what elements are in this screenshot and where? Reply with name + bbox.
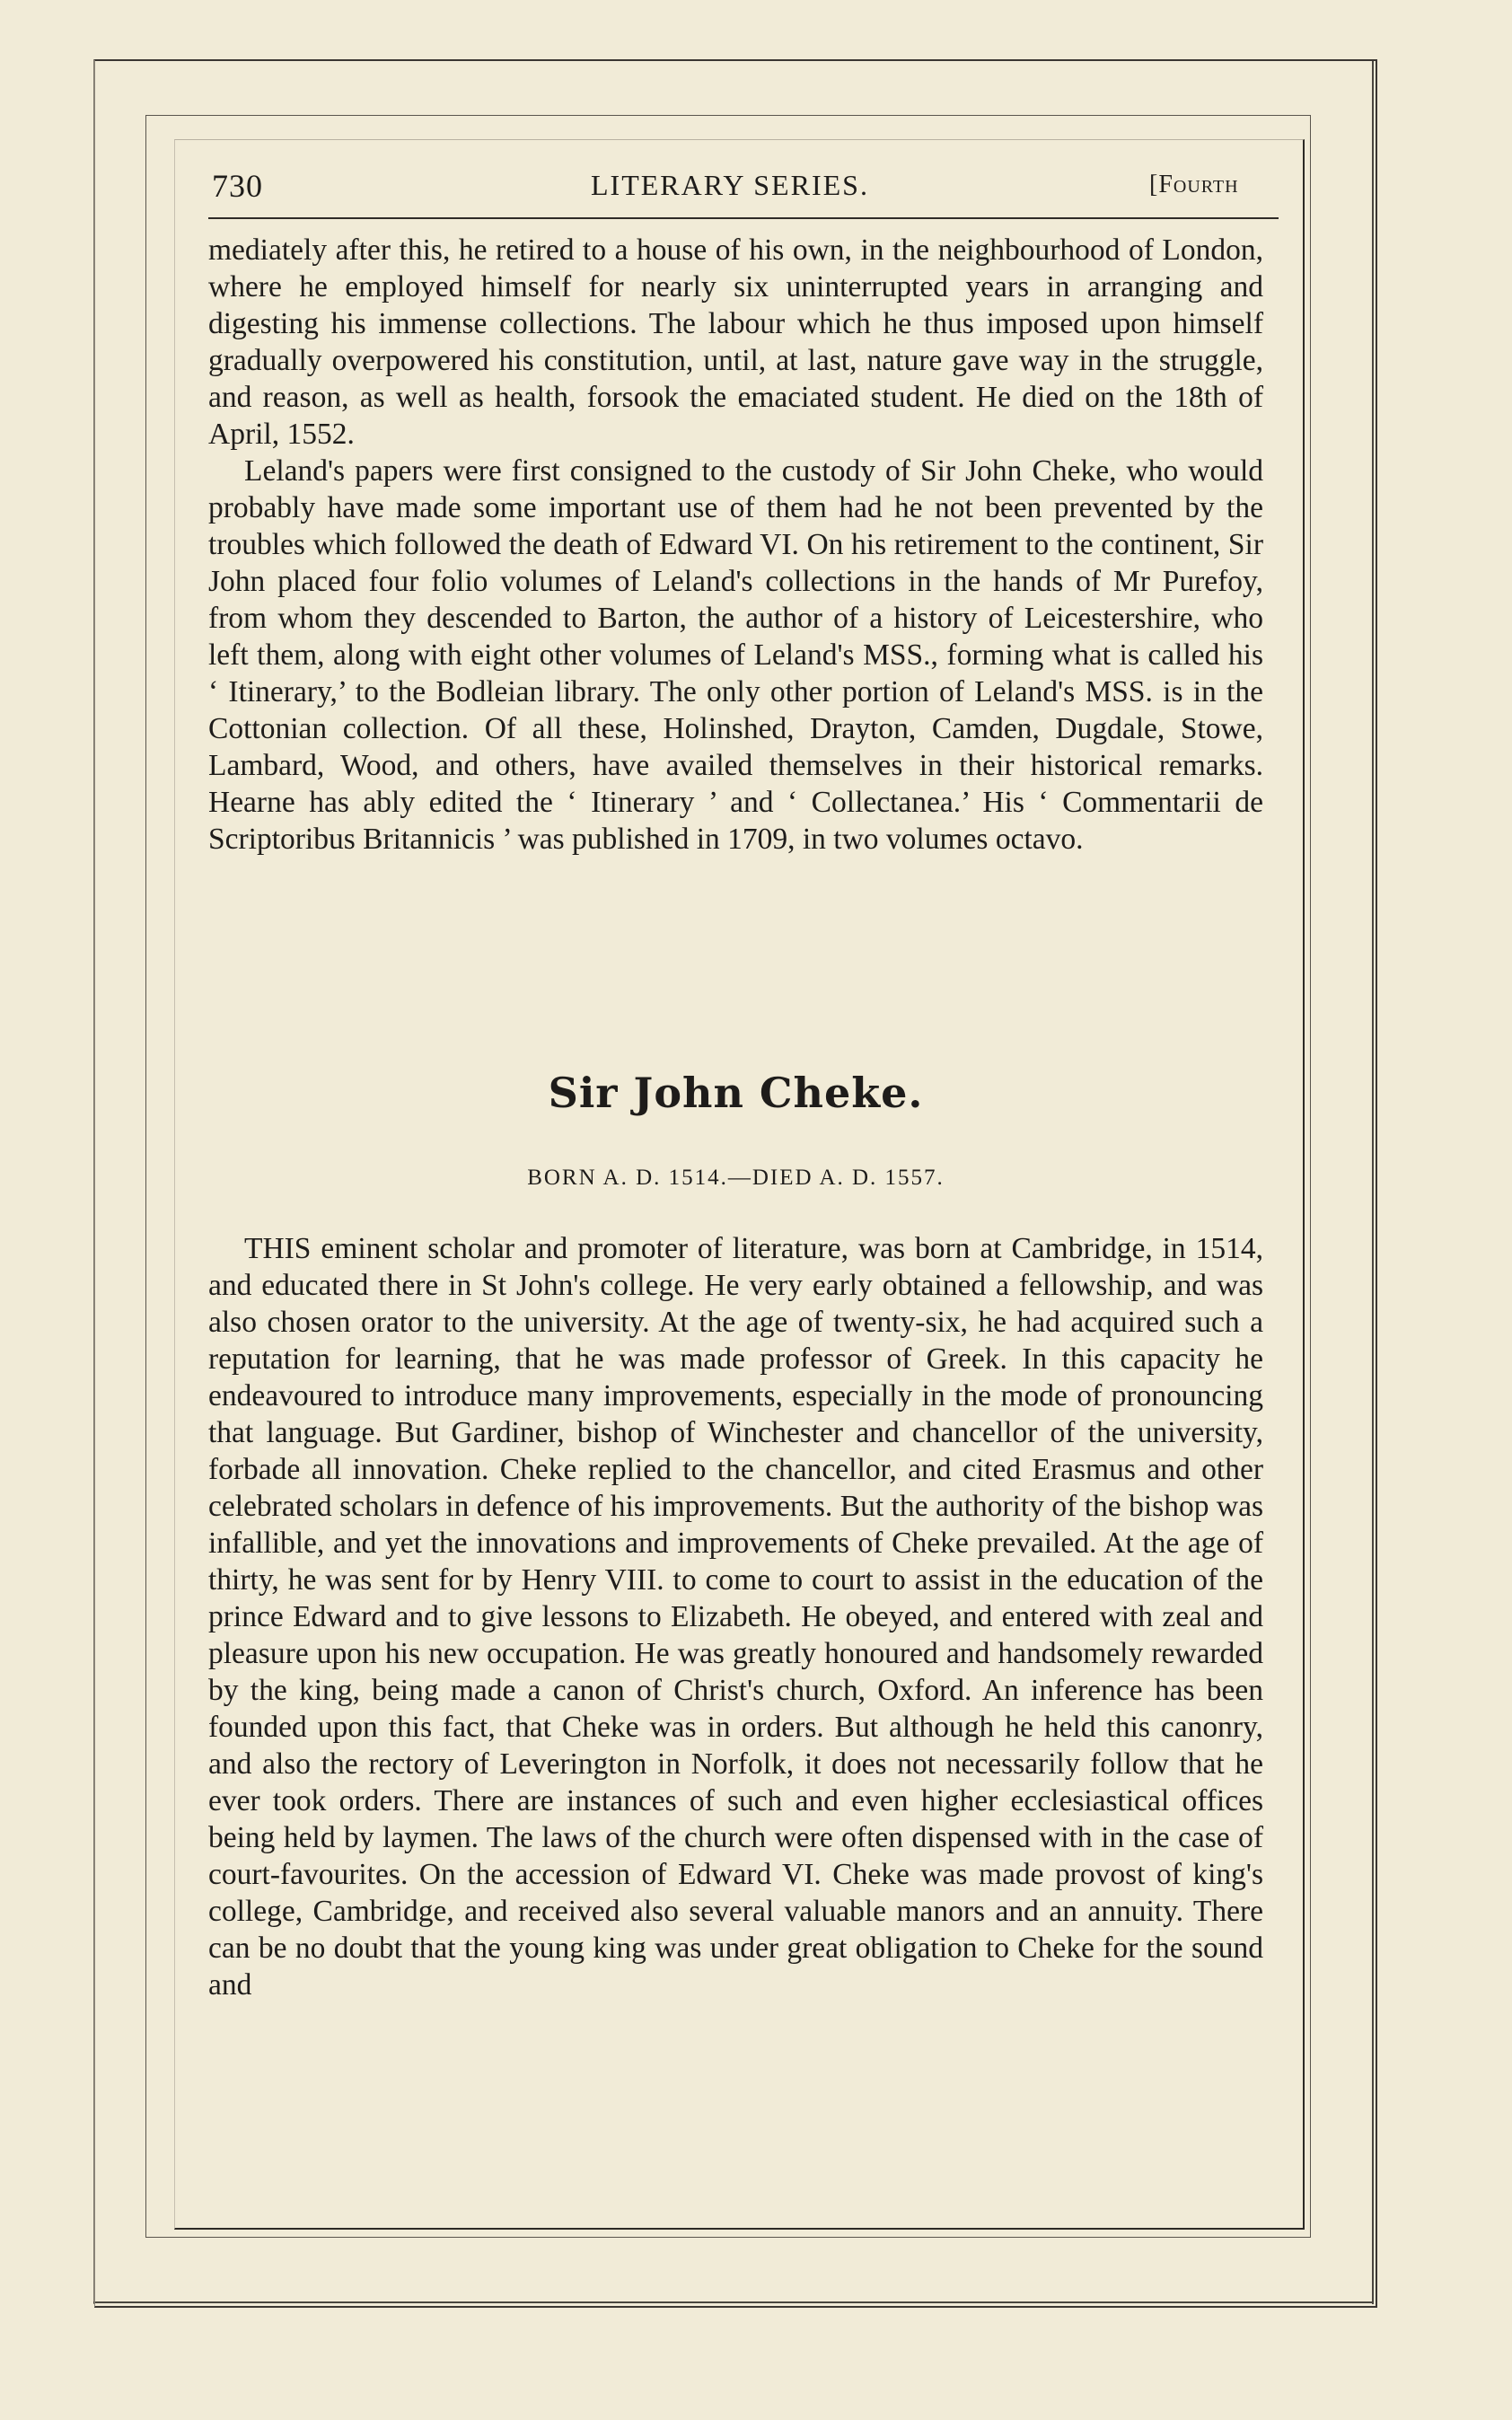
paragraph [208, 1230, 1263, 2003]
paragraph: Leland's papers were first consigned to the custody of Sir John Cheke, who would probably have made some important use of them had he not been prevented by the troubles which followed the death of Edward VI. On his retirement to the continent, Sir John placed four folio volumes of Leland's collections in the hands of Mr Purefoy, from whom they descended to Barton, the author of a history of Leicestershire, who left them, along with eight other volumes of Leland's MSS., forming what is called his ‘ Itinerary,’ to the Bodleian library. The only other portion of Leland's MSS. is in the Cottonian collection. Of all these, Holinshed, Drayton, Camden, Dugdale, Stowe, Lambard, Wood, and others, have availed themselves in their historical remarks. Hearne has ably edited the ‘ Itinerary ’ and ‘ Collectanea.’ His ‘ Commentarii de Scriptoribus Britannicis ’ was published in 1709, in two volumes octavo. [208, 454, 1263, 856]
running-section: [Fourth [1149, 171, 1239, 198]
leland-continuation [208, 232, 1263, 858]
life-dates: BORN A. D. 1514.—DIED A. D. 1557. [527, 1166, 945, 1190]
running-header [208, 167, 1286, 210]
section-heading: Sir John Cheke. [548, 1069, 924, 1117]
opening-word: THIS [244, 1232, 312, 1265]
cheke-biography [208, 1230, 1263, 2003]
paragraph-text: eminent scholar and promoter of literature, was born at Cambridge, in 1514, and educated there in St John's college. He very early obtained a fellowship, and was also chosen orator to the university. At the age of twenty-six, he had acquired such a reputation for learning, that he was made professor of Greek. In this capacity he endeavoured to introduce many improvements, especially in the mode of pronouncing that language. But Gardiner, bishop of Winchester and chancellor of the university, forbade all innovation. Cheke replied to the chancellor, and cited Erasmus and other celebrated scholars in defence of his improvements. But the authority of the bishop was infallible, and yet the innovations and improvements of Cheke prevailed. At the age of thirty, he was sent for by Henry VIII. to come to court to assist in the education of the prince Edward and to give lessons to Elizabeth. He obeyed, and entered with zeal and pleasure upon his new occupation. He was greatly honoured and handsomely rewarded by the king, being made a canon of Christ's church, Oxford. An inference has been founded upon this fact, that Cheke was in orders. But although he held this canonry, and also the rectory of Leverington in Norfolk, it does not necessarily follow that he ever took orders. There are instances of such and even higher ecclesiastical offices being held by laymen. The laws of the church were often dispensed with in the case of court-favourites. On the accession of Edward VI. Cheke was made provost of king's college, Cambridge, and received also several valuable manors and an annuity. There can be no doubt that the young king was under great obligation to Cheke for the sound and [208, 1232, 1263, 2002]
header-rule [208, 217, 1279, 219]
running-title: LITERARY SERIES. [591, 169, 869, 201]
page-number: 730 [212, 168, 263, 204]
paragraph: mediately after this, he retired to a house of his own, in the neighbourhood of London, where he employed himself for nearly six uninterrupted years in arranging and digesting his immense collections. The labour which he thus imposed upon himself gradually overpowered his constitution, until, at last, nature gave way in the struggle, and reason, as well as health, forsook the emaciated student. He died on the 18th of April, 1552. [208, 233, 1263, 451]
